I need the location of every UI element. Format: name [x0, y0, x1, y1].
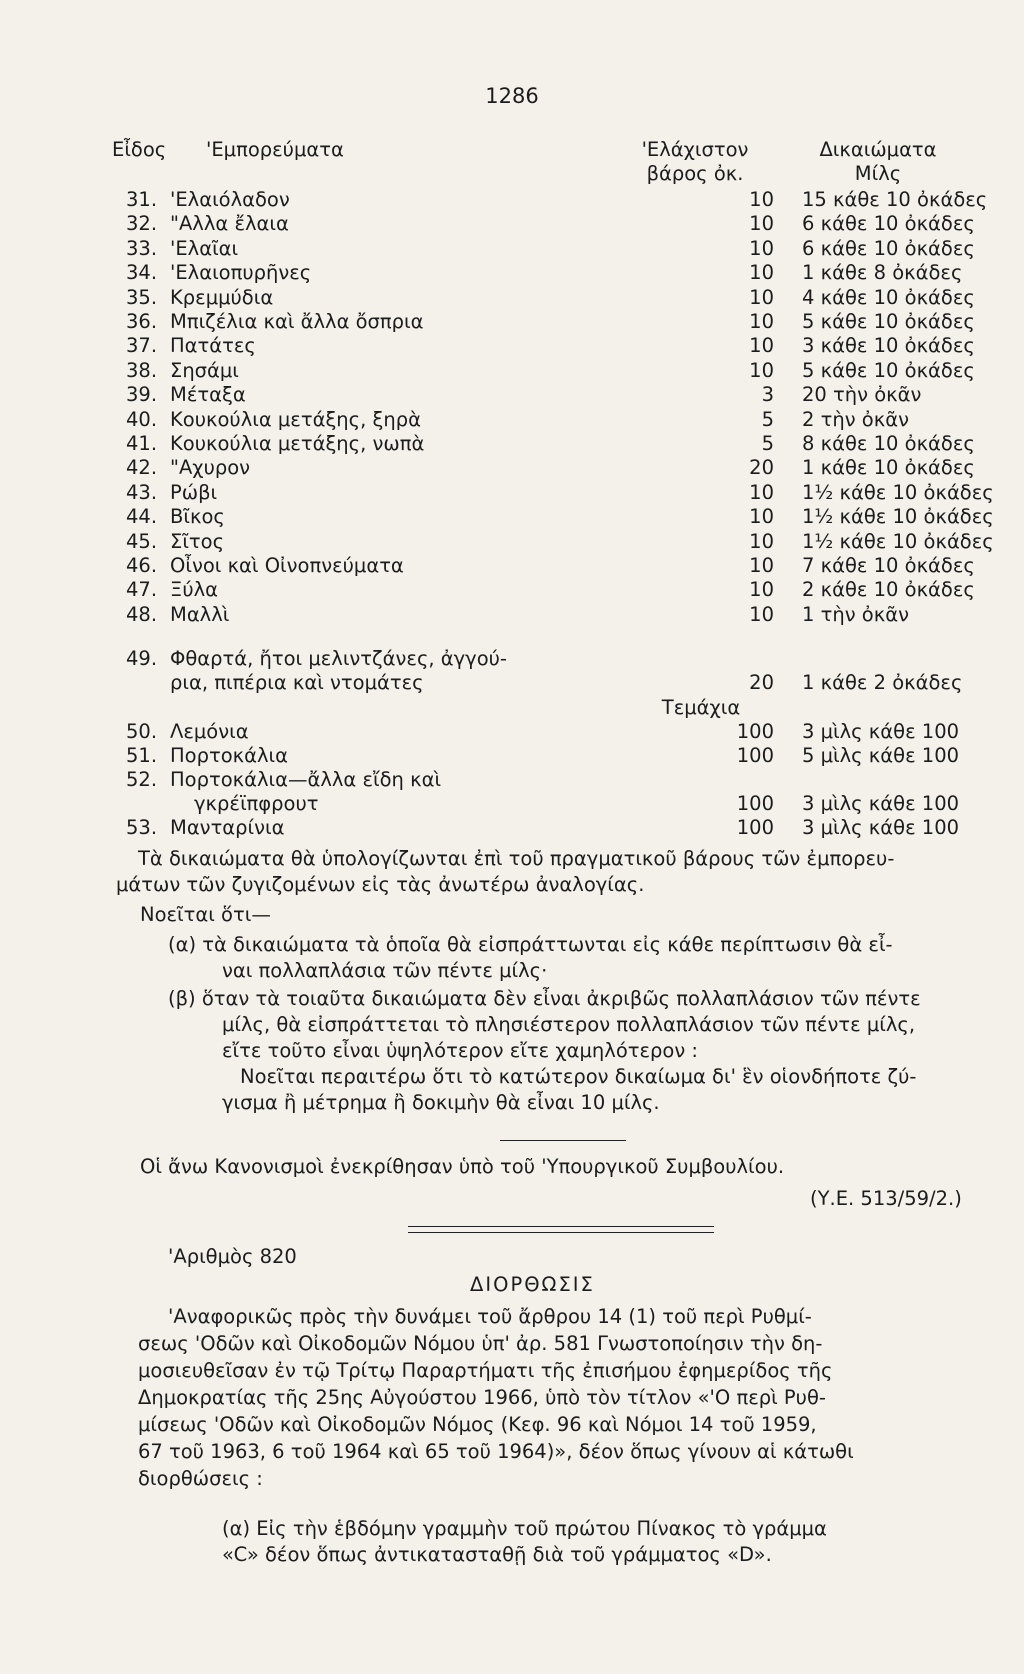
row-min: 10: [749, 529, 774, 553]
row-number: 35.: [126, 285, 158, 309]
row-duty: 1 κάθε 10 ὀκάδες: [802, 456, 975, 480]
row-number: 44.: [126, 505, 158, 529]
row-number: 39.: [126, 383, 158, 407]
row-min: 10: [749, 602, 774, 626]
row-item: "Αλλα ἔλαια: [170, 212, 289, 236]
row-item: Κουκούλια μετάξης, ξηρὰ: [170, 407, 421, 431]
row-number: 48.: [126, 602, 158, 626]
note-b-line2: μίλς, θὰ εἰσπράττεται τὸ πλησιέστερον πολλαπλάσιον τῶν πέντε μίλς,: [222, 1013, 916, 1036]
row-item: "Αχυρον: [170, 456, 251, 480]
row-item: Πορτοκάλια: [170, 744, 288, 767]
header-min-weight-1: 'Ελάχιστον: [641, 138, 749, 161]
row-min: 10: [749, 334, 774, 358]
approval-text: Οἱ ἄνω Κανονισμοὶ ἐνεκρίθησαν ὑπὸ τοῦ 'Υπουργικοῦ Συμβουλίου.: [140, 1155, 785, 1178]
row-item: Πορτοκάλια—ἄλλα εἴδη καὶ: [170, 768, 442, 791]
row-min: 10: [749, 285, 774, 309]
row-number: 40.: [126, 407, 158, 431]
row-min: 10: [749, 236, 774, 260]
row-item: Λεμόνια: [170, 720, 249, 743]
row-min: 10: [749, 188, 774, 211]
row-item: Μέταξα: [170, 383, 246, 407]
corrections-line: σεως 'Οδῶν καὶ Οἰκοδομῶν Νόμου ὑπ' ἀρ. 581 Γνωστοποίησιν τὴν δη-: [138, 1332, 823, 1355]
row-min: 100: [736, 744, 774, 767]
row-number: 33.: [126, 236, 158, 260]
row-item: Κρεμμύδια: [170, 285, 274, 309]
row-duty: 4 κάθε 10 ὀκάδες: [802, 285, 975, 309]
row-min: 3: [761, 383, 774, 407]
note-c-line2: γισμα ἢ μέτρημα ἢ δοκιμὴν θὰ εἶναι 10 μίλς.: [222, 1091, 660, 1114]
correction-a-line1: (α) Εἰς τὴν ἑβδόμην γραμμὴν τοῦ πρώτου Πίνακος τὸ γράμμα: [222, 1517, 827, 1540]
row-number: 47.: [126, 578, 158, 602]
row-item: Ρώβι: [170, 480, 218, 504]
header-goods: 'Εμπορεύματα: [206, 138, 344, 161]
row-duty: 2 κάθε 10 ὀκάδες: [802, 578, 975, 602]
row-duty: 2 τὴν ὀκᾶν: [802, 407, 909, 431]
row-duty: 3 μὶλς κάθε 100: [802, 816, 960, 839]
row-duty: 1½ κάθε 10 ὀκάδες: [802, 505, 994, 529]
note-a-line1: (α) τὰ δικαιώματα τὰ ὁποῖα θὰ εἰσπράττωνται εἰς κάθε περίπτωσιν θὰ εἶ-: [168, 933, 893, 956]
row-item: Ξύλα: [170, 578, 218, 602]
row-item: Μανταρίνια: [170, 816, 285, 839]
row-item: Σησάμι: [170, 358, 239, 382]
row-duty: 3 μὶλς κάθε 100: [802, 720, 960, 743]
header-kind: Εἶδος: [112, 138, 167, 161]
corrections-title: ΔΙΟΡΘΩΣΙΣ: [470, 1273, 595, 1296]
row-duty: 1 κάθε 2 ὀκάδες: [802, 671, 963, 694]
row-item: Βῖκος: [170, 505, 225, 529]
row-min: 100: [736, 816, 774, 839]
row-number: 34.: [126, 261, 158, 285]
row-min: 20: [749, 671, 774, 694]
reference-code: (Υ.Ε. 513/59/2.): [810, 1187, 962, 1210]
divider-double-1: [408, 1226, 714, 1227]
note-a-line2: ναι πολλαπλάσια τῶν πέντε μίλς·: [222, 959, 548, 982]
row-min: 10: [749, 212, 774, 236]
row-number: 45.: [126, 529, 158, 553]
row-duty: 5 μὶλς κάθε 100: [802, 744, 960, 767]
header-min-weight-2: βάρος ὀκ.: [646, 162, 744, 185]
row-duty: 1 κάθε 8 ὀκάδες: [802, 261, 963, 285]
row-number: 43.: [126, 480, 158, 504]
row-duty: 20 τὴν ὀκᾶν: [802, 383, 922, 407]
row-number: 46.: [126, 554, 158, 577]
corrections-line: μίσεως 'Οδῶν καὶ Οἰκοδομῶν Νόμος (Κεφ. 96 καὶ Νόμοι 14 τοῦ 1959,: [138, 1413, 817, 1436]
row-number: 42.: [126, 456, 158, 480]
row-item: 'Ελαῖαι: [170, 236, 239, 260]
row-item-cont: ρια, πιπέρια καὶ ντομάτες: [170, 671, 424, 694]
row-min: 5: [761, 407, 774, 431]
row-number: 51.: [126, 744, 158, 767]
row-item-cont: γκρέϊπφρουτ: [194, 792, 319, 815]
note-c-line1: Νοεῖται περαιτέρω ὅτι τὸ κατώτερον δικαίωμα δι' ἓν οἱονδήποτε ζύ-: [240, 1065, 917, 1088]
row-min: 100: [736, 792, 774, 815]
corrections-line: 67 τοῦ 1963, 6 τοῦ 1964 καὶ 65 τοῦ 1964)», δέον ὅπως γίνουν αἱ κάτωθι: [138, 1440, 854, 1463]
row-number: 37.: [126, 334, 158, 358]
corrections-line: μοσιευθεῖσαν ἐν τῷ Τρίτῳ Παραρτήματι τῆς ἐπισήμου ἐφημερίδος τῆς: [138, 1359, 833, 1382]
note-para1-line2: μάτων τῶν ζυγιζομένων εἰς τὰς ἀνωτέρω ἀναλογίας.: [116, 873, 645, 896]
divider-short: [500, 1140, 626, 1141]
row-duty: 1½ κάθε 10 ὀκάδες: [802, 529, 994, 553]
pieces-label: Τεμάχια: [661, 696, 741, 719]
divider-double-2: [408, 1232, 714, 1233]
row-min: 100: [736, 720, 774, 743]
row-item: 'Ελαιόλαδον: [170, 188, 290, 211]
row-number: 50.: [126, 720, 158, 743]
note-b-line3: εἴτε τοῦτο εἶναι ὑψηλότερον εἴτε χαμηλότερον :: [222, 1039, 698, 1062]
row-item: Φθαρτά, ἤτοι μελιντζάνες, ἀγγού-: [170, 647, 507, 670]
note-b-line1: (β) ὅταν τὰ τοιαῦτα δικαιώματα δὲν εἶναι ἀκριβῶς πολλαπλάσιον τῶν πέντε: [168, 987, 921, 1010]
row-duty: 3 κάθε 10 ὀκάδες: [802, 334, 975, 358]
row-number: 52.: [126, 768, 158, 791]
row-duty: 1½ κάθε 10 ὀκάδες: [802, 480, 994, 504]
row-number: 38.: [126, 358, 158, 382]
header-duties-1: Δικαιώματα: [819, 138, 937, 161]
row-duty: 6 κάθε 10 ὀκάδες: [802, 236, 975, 260]
row-item: Μπιζέλια καὶ ἄλλα ὄσπρια: [170, 310, 424, 333]
row-number: 49.: [126, 647, 158, 670]
row-duty: 7 κάθε 10 ὀκάδες: [802, 554, 975, 577]
row-min: 20: [749, 456, 774, 480]
row-duty: 3 μὶλς κάθε 100: [802, 792, 960, 815]
row-min: 10: [749, 480, 774, 504]
row-item: Πατάτες: [170, 334, 256, 358]
note-para1-line1: Τὰ δικαιώματα θὰ ὑπολογίζωνται ἐπὶ τοῦ πραγματικοῦ βάρους τῶν ἐμπορευ-: [138, 847, 895, 870]
row-item: Οἶνοι καὶ Οἰνοπνεύματα: [170, 554, 404, 577]
row-duty: 8 κάθε 10 ὀκάδες: [802, 432, 975, 455]
row-number: 53.: [126, 816, 158, 839]
corrections-line: διορθώσεις :: [138, 1467, 263, 1490]
row-duty: 6 κάθε 10 ὀκάδες: [802, 212, 975, 236]
corrections-line: 'Αναφορικῶς πρὸς τὴν δυνάμει τοῦ ἄρθρου 14 (1) τοῦ περὶ Ρυθμί-: [168, 1305, 812, 1328]
row-min: 10: [749, 358, 774, 382]
row-number: 41.: [126, 432, 158, 455]
header-duties-2: Μίλς: [854, 162, 902, 185]
row-min: 10: [749, 310, 774, 333]
row-min: 10: [749, 578, 774, 602]
row-number: 32.: [126, 212, 158, 236]
row-duty: 15 κάθε 10 ὀκάδες: [802, 188, 988, 211]
row-min: 10: [749, 505, 774, 529]
page-number: 1286: [485, 84, 539, 108]
row-number: 31.: [126, 188, 158, 211]
row-number: 36.: [126, 310, 158, 333]
row-item: 'Ελαιοπυρῆνες: [170, 261, 312, 285]
row-min: 10: [749, 554, 774, 577]
note-noeitai: Νοεῖται ὅτι—: [140, 903, 271, 926]
row-item: Μαλλὶ: [170, 602, 230, 626]
row-item: Κουκούλια μετάξης, νωπὰ: [170, 432, 425, 455]
number-label: 'Αριθμὸς 820: [168, 1245, 297, 1268]
row-duty: 5 κάθε 10 ὀκάδες: [802, 358, 975, 382]
row-item: Σῖτος: [170, 529, 225, 553]
row-min: 10: [749, 261, 774, 285]
row-duty: 5 κάθε 10 ὀκάδες: [802, 310, 975, 333]
row-duty: 1 τὴν ὀκᾶν: [802, 602, 909, 626]
row-min: 5: [761, 432, 774, 455]
corrections-line: Δημοκρατίας τῆς 25ης Αὐγούστου 1966, ὑπὸ τὸν τίτλον «'Ο περὶ Ρυθ-: [138, 1386, 826, 1409]
correction-a-line2: «C» δέον ὅπως ἀντικατασταθῇ διὰ τοῦ γράμματος «D».: [222, 1543, 772, 1566]
